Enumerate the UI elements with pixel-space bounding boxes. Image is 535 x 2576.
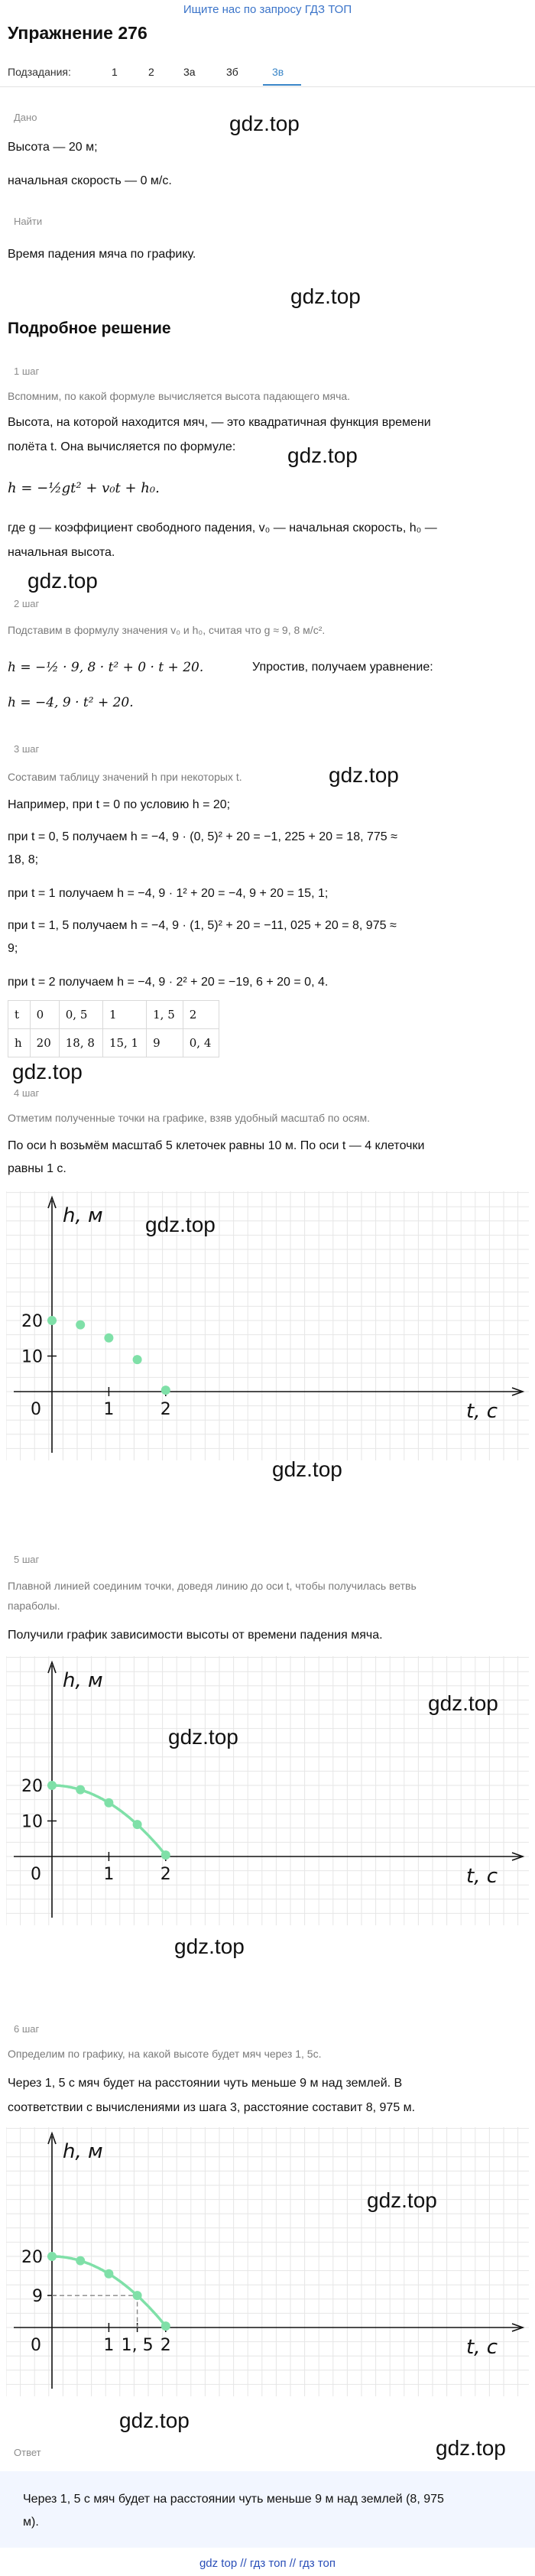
step-text: Через 1, 5 с мяч будет на расстоянии чуть меньше 9 м над землей. В xyxy=(8,2077,403,2090)
watermark: gdz.top xyxy=(28,569,98,593)
reading-guide-line xyxy=(52,2295,138,2327)
table-row xyxy=(8,1001,219,1029)
step-text: 9; xyxy=(8,942,18,955)
table-row xyxy=(8,1029,219,1057)
step-intro: Плавной линией соединим точки, доведя линию до оси t, чтобы получилась ветвь xyxy=(8,1580,417,1592)
step-text: По оси h возьмём масштаб 5 клеточек равны 10 м. По оси t — 4 клеточки xyxy=(8,1139,425,1152)
watermark: gdz.top xyxy=(12,1060,83,1083)
data-point xyxy=(104,2269,113,2279)
table-cell: 1, 5 xyxy=(147,1001,183,1029)
t-tick-label: 1, 5 xyxy=(121,2336,154,2355)
data-point xyxy=(104,1798,113,1808)
data-point xyxy=(161,2321,170,2331)
origin-label: 0 xyxy=(31,1400,41,1419)
step-label: 4 шаг xyxy=(14,1087,40,1099)
step-label: 1 шаг xyxy=(14,365,40,377)
step-text: где g — коэффициент свободного падения, v₀ — начальная скорость, h₀ — xyxy=(8,521,437,534)
given-line-2: начальная скорость — 0 м/с. xyxy=(8,174,172,187)
table-cell: 0, 5 xyxy=(59,1001,102,1029)
step-text: полёта t. Она вычисляется по формуле: xyxy=(8,440,236,453)
table-cell: 0, 4 xyxy=(183,1029,219,1057)
h-tick-label: 10 xyxy=(21,1347,43,1367)
h-tick-label: 20 xyxy=(21,1777,43,1796)
step-label: 5 шаг xyxy=(14,1554,40,1565)
given-label: Дано xyxy=(14,112,37,123)
step-label: 3 шаг xyxy=(14,743,40,755)
formula: h = −4, 9 · t² + 20. xyxy=(8,695,134,710)
step-text: Получили график зависимости высоты от времени падения мяча. xyxy=(8,1629,383,1642)
watermark: gdz.top xyxy=(272,1457,342,1481)
table-cell: 1 xyxy=(102,1001,146,1029)
h-tick-label: 10 xyxy=(21,1812,43,1832)
watermark: gdz.top xyxy=(145,1213,216,1236)
step-intro: Вспомним, по какой формуле вычисляется высота падающего мяча. xyxy=(8,390,351,402)
step-label: 2 шаг xyxy=(14,598,40,609)
data-point xyxy=(133,1820,142,1829)
divider xyxy=(0,86,535,87)
watermark: gdz.top xyxy=(290,284,361,308)
step-text: Высота, на которой находится мяч, — это квадратичная функция времени xyxy=(8,416,431,429)
watermark: gdz.top xyxy=(367,2188,437,2212)
step-intro: Подставим в формулу значения v₀ и h₀, считая что g ≈ 9, 8 м/с². xyxy=(8,624,326,636)
step-intro: Составим таблицу значений h при некоторых t. xyxy=(8,771,242,783)
step-intro: Отметим полученные точки на графике, взяв удобный масштаб по осям. xyxy=(8,1112,370,1124)
table-cell: 2 xyxy=(183,1001,219,1029)
tab-3v[interactable]: 3в xyxy=(272,66,284,78)
active-tab-indicator xyxy=(263,84,301,86)
page-title: Упражнение 276 xyxy=(8,23,148,43)
table-cell: 15, 1 xyxy=(102,1029,146,1057)
step-text: равны 1 с. xyxy=(8,1162,66,1175)
find-text: Время падения мяча по графику. xyxy=(8,248,196,261)
step-text: при t = 1 получаем h = −4, 9 · 1² + 20 = −4, 9 + 20 = 15, 1; xyxy=(8,887,329,900)
table-cell: 0 xyxy=(30,1001,59,1029)
watermark: gdz.top xyxy=(428,1691,498,1715)
origin-label: 0 xyxy=(31,2336,41,2355)
values-table xyxy=(8,1000,219,1057)
watermark: gdz.top xyxy=(329,763,399,787)
step-text: при t = 2 получаем h = −4, 9 · 2² + 20 = −19, 6 + 20 = 0, 4. xyxy=(8,976,329,989)
tab-2[interactable]: 2 xyxy=(148,66,154,78)
data-point xyxy=(47,2252,57,2261)
data-point xyxy=(47,1316,57,1325)
step-label: 6 шаг xyxy=(14,2023,40,2035)
find-label: Найти xyxy=(14,216,43,227)
data-point xyxy=(76,2256,85,2266)
h-tick-label: 20 xyxy=(21,2248,43,2267)
search-banner-link[interactable]: Ищите нас по запросу ГДЗ ТОП xyxy=(183,3,352,16)
t-tick-label: 1 xyxy=(103,2336,115,2355)
answer-text: м). xyxy=(23,2516,39,2529)
chart-points xyxy=(6,1191,529,1460)
t-axis-label: t, с xyxy=(466,1865,498,1888)
footer-links[interactable]: gdz top // гдз топ // гдз топ xyxy=(199,2557,336,2570)
table-cell: 9 xyxy=(147,1029,183,1057)
h-axis-label: h, м xyxy=(63,1669,103,1692)
subtasks-label: Подзадания: xyxy=(8,66,71,78)
t-tick-label: 2 xyxy=(160,1865,171,1884)
t-tick-label: 2 xyxy=(160,1400,171,1419)
h-axis-label: h, м xyxy=(63,1204,103,1227)
series-line xyxy=(52,1785,167,1856)
tab-3a[interactable]: 3а xyxy=(183,66,196,78)
tab-3b[interactable]: 3б xyxy=(226,66,238,78)
watermark: gdz.top xyxy=(436,2436,506,2460)
step-text: 18, 8; xyxy=(8,853,39,866)
step-text: соответствии с вычислениями из шага 3, расстояние составит 8, 975 м. xyxy=(8,2101,416,2114)
step-intro: параболы. xyxy=(8,1600,60,1612)
table-cell: 20 xyxy=(30,1029,59,1057)
step-text: при t = 0, 5 получаем h = −4, 9 · (0, 5)² + 20 = −1, 225 + 20 = 18, 775 ≈ xyxy=(8,830,397,843)
formula: h = −½ · 9, 8 · t² + 0 · t + 20. xyxy=(8,660,204,675)
series-line xyxy=(52,2256,167,2327)
answer-box xyxy=(0,2471,535,2548)
table-cell: h xyxy=(8,1029,31,1057)
chart-reading xyxy=(6,2127,529,2396)
t-tick-label: 1 xyxy=(103,1865,115,1884)
table-cell: t xyxy=(8,1001,31,1029)
watermark: gdz.top xyxy=(174,1934,245,1958)
formula: h = −½gt² + v₀t + h₀. xyxy=(8,480,160,496)
t-tick-label: 2 xyxy=(160,2336,171,2355)
tab-1[interactable]: 1 xyxy=(112,66,118,78)
origin-label: 0 xyxy=(31,1865,41,1884)
step-text: Упростив, получаем уравнение: xyxy=(252,661,433,674)
data-point xyxy=(133,1355,142,1364)
watermark: gdz.top xyxy=(168,1725,238,1749)
data-point xyxy=(161,1385,170,1395)
data-point xyxy=(47,1781,57,1790)
step-intro: Определим по графику, на какой высоте будет мяч через 1, 5с. xyxy=(8,2048,322,2060)
watermark: gdz.top xyxy=(229,112,300,135)
watermark: gdz.top xyxy=(287,443,358,467)
answer-text: Через 1, 5 с мяч будет на расстоянии чуть меньше 9 м над землей (8, 975 xyxy=(23,2493,444,2506)
data-point xyxy=(76,1785,85,1795)
h-tick-label: 20 xyxy=(21,1312,43,1331)
step-text: Например, при t = 0 по условию h = 20; xyxy=(8,798,231,811)
h-tick-label: 9 xyxy=(32,2287,43,2307)
table-cell: 18, 8 xyxy=(59,1029,102,1057)
data-point xyxy=(76,1320,85,1330)
data-point xyxy=(104,1333,113,1343)
data-point xyxy=(161,1850,170,1860)
t-axis-label: t, с xyxy=(466,2336,498,2359)
data-point xyxy=(133,2291,142,2300)
t-tick-label: 1 xyxy=(103,1400,115,1419)
watermark: gdz.top xyxy=(119,2409,190,2432)
answer-label: Ответ xyxy=(14,2447,41,2458)
solution-title: Подробное решение xyxy=(8,320,171,337)
step-text: при t = 1, 5 получаем h = −4, 9 · (1, 5)² + 20 = −11, 025 + 20 = 8, 975 ≈ xyxy=(8,919,397,932)
t-axis-label: t, с xyxy=(466,1400,498,1423)
given-line-1: Высота — 20 м; xyxy=(8,141,98,154)
step-text: начальная высота. xyxy=(8,546,115,559)
h-axis-label: h, м xyxy=(63,2140,103,2163)
